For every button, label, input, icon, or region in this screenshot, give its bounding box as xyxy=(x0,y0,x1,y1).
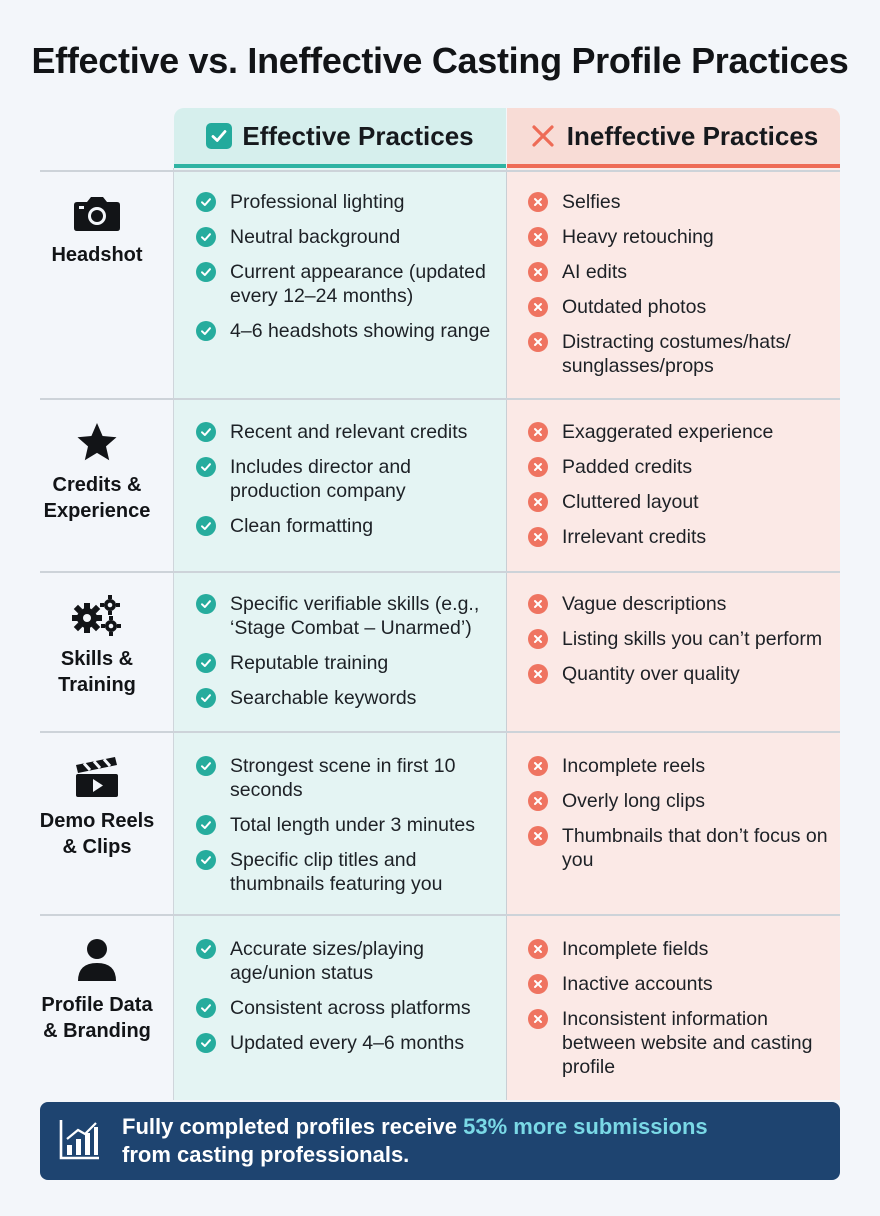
bar-chart-icon xyxy=(58,1117,102,1166)
person-icon xyxy=(34,938,160,982)
check-circle-icon xyxy=(196,1033,216,1053)
ineffective-list-headshot xyxy=(528,190,836,389)
list-item: Specific clip titles and thumbnails featuring you xyxy=(196,848,502,896)
x-circle-icon xyxy=(528,756,548,776)
x-circle-icon xyxy=(528,227,548,247)
star-icon xyxy=(34,422,160,462)
list-item: Incomplete fields xyxy=(528,937,836,961)
list-item: Inconsistent information between website and casting profile xyxy=(528,1007,836,1079)
list-item: Searchable keywords xyxy=(196,686,502,710)
clapperboard-icon xyxy=(34,756,160,798)
row-label-profile-data: Profile Data & Branding xyxy=(34,938,160,1044)
x-circle-icon xyxy=(528,527,548,547)
effective-list-headshot xyxy=(196,190,502,354)
list-item: Padded credits xyxy=(528,455,836,479)
row-separator xyxy=(40,398,840,400)
ineffective-list-credits xyxy=(528,420,836,560)
x-circle-icon xyxy=(528,492,548,512)
check-circle-icon xyxy=(196,939,216,959)
check-circle-icon xyxy=(196,457,216,477)
effective-list-demo-reels xyxy=(196,754,502,907)
list-item: Inactive accounts xyxy=(528,972,836,996)
list-item: Includes director and production company xyxy=(196,455,502,503)
check-circle-icon xyxy=(196,192,216,212)
x-circle-icon xyxy=(528,262,548,282)
list-item: Selfies xyxy=(528,190,836,214)
effective-list-skills xyxy=(196,592,502,721)
list-item: 4–6 headshots showing range xyxy=(196,319,502,343)
row-separator xyxy=(40,731,840,733)
list-item: Outdated photos xyxy=(528,295,836,319)
check-circle-icon xyxy=(196,998,216,1018)
check-circle-icon xyxy=(196,594,216,614)
check-circle-icon xyxy=(196,262,216,282)
effective-header-label: Effective Practices xyxy=(242,120,474,151)
list-item: Accurate sizes/playing age/union status xyxy=(196,937,502,985)
footer-highlight: 53% more submissions xyxy=(463,1114,708,1139)
ineffective-header-label: Ineffective Practices xyxy=(566,120,819,151)
ineffective-column-header xyxy=(507,108,840,168)
list-item: Vague descriptions xyxy=(528,592,836,616)
check-circle-icon xyxy=(196,815,216,835)
check-circle-icon xyxy=(196,227,216,247)
ineffective-list-profile-data xyxy=(528,937,836,1090)
x-circle-icon xyxy=(528,664,548,684)
x-circle-icon xyxy=(528,457,548,477)
list-item: AI edits xyxy=(528,260,836,284)
list-item: Neutral background xyxy=(196,225,502,249)
x-circle-icon xyxy=(528,629,548,649)
cross-icon xyxy=(529,122,557,150)
list-item: Irrelevant credits xyxy=(528,525,836,549)
camera-icon xyxy=(34,194,160,232)
list-item: Clean formatting xyxy=(196,514,502,538)
list-item: Reputable training xyxy=(196,651,502,675)
row-label-headshot: Headshot xyxy=(34,194,160,268)
x-circle-icon xyxy=(528,297,548,317)
x-circle-icon xyxy=(528,791,548,811)
page-title: Effective vs. Ineffective Casting Profile Practices xyxy=(31,40,849,81)
list-item: Updated every 4–6 months xyxy=(196,1031,502,1055)
list-item: Thumbnails that don’t focus on you xyxy=(528,824,836,872)
list-item: Exaggerated experience xyxy=(528,420,836,444)
x-circle-icon xyxy=(528,826,548,846)
list-item: Specific verifiable skills (e.g., ‘Stage Combat – Unarmed’) xyxy=(196,592,502,640)
check-circle-icon xyxy=(196,422,216,442)
row-separator xyxy=(40,914,840,916)
x-circle-icon xyxy=(528,422,548,442)
footer-text: Fully completed profiles receive 53% more submissions from casting professionals. xyxy=(122,1114,708,1167)
checkbox-icon xyxy=(206,123,232,149)
effective-list-profile-data xyxy=(196,937,502,1066)
check-circle-icon xyxy=(196,688,216,708)
effective-column-header xyxy=(174,108,506,168)
column-left-border xyxy=(173,168,174,1100)
x-circle-icon xyxy=(528,974,548,994)
check-circle-icon xyxy=(196,653,216,673)
x-circle-icon xyxy=(528,1009,548,1029)
list-item: Professional lighting xyxy=(196,190,502,214)
ineffective-list-demo-reels xyxy=(528,754,836,883)
list-item: Recent and relevant credits xyxy=(196,420,502,444)
list-item: Distracting costumes/hats/ sunglasses/props xyxy=(528,330,836,378)
check-circle-icon xyxy=(196,850,216,870)
row-label-credits: Credits & Experience xyxy=(34,422,160,524)
x-circle-icon xyxy=(528,594,548,614)
list-item: Overly long clips xyxy=(528,789,836,813)
row-separator xyxy=(40,170,840,172)
list-item: Current appearance (updated every 12–24 months) xyxy=(196,260,502,308)
list-item: Heavy retouching xyxy=(528,225,836,249)
column-divider xyxy=(506,168,507,1100)
x-circle-icon xyxy=(528,192,548,212)
list-item: Quantity over quality xyxy=(528,662,836,686)
list-item: Strongest scene in first 10 seconds xyxy=(196,754,502,802)
x-circle-icon xyxy=(528,332,548,352)
ineffective-list-skills xyxy=(528,592,836,697)
list-item: Consistent across platforms xyxy=(196,996,502,1020)
row-label-demo-reels: Demo Reels & Clips xyxy=(34,756,160,860)
check-circle-icon xyxy=(196,321,216,341)
check-circle-icon xyxy=(196,756,216,776)
list-item: Total length under 3 minutes xyxy=(196,813,502,837)
gears-icon xyxy=(34,594,160,636)
footer-banner xyxy=(40,1102,840,1180)
x-circle-icon xyxy=(528,939,548,959)
row-label-skills: Skills & Training xyxy=(34,594,160,698)
list-item: Incomplete reels xyxy=(528,754,836,778)
effective-list-credits xyxy=(196,420,502,549)
row-separator xyxy=(40,571,840,573)
list-item: Listing skills you can’t perform xyxy=(528,627,836,651)
list-item: Cluttered layout xyxy=(528,490,836,514)
check-circle-icon xyxy=(196,516,216,536)
